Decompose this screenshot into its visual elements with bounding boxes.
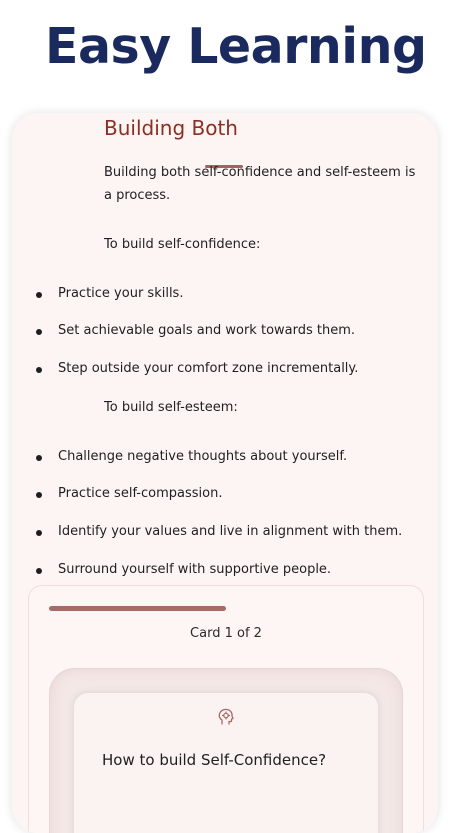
- brain-gear-icon: [216, 707, 236, 727]
- lesson-intro: Building both self-confidence and self-esteem is a process.: [104, 165, 416, 203]
- card-counter: Card 1 of 2: [190, 626, 262, 641]
- confidence-heading: To build self-confidence:: [104, 237, 261, 252]
- bullet-icon: [36, 568, 42, 574]
- list-item-text: Set achievable goals and work towards them.: [58, 323, 356, 338]
- card-progress-fill: [49, 606, 226, 611]
- bullet-icon: [36, 530, 42, 536]
- list-item-text: Step outside your comfort zone incrementally.: [58, 361, 359, 376]
- bullet-icon: [36, 329, 42, 335]
- bullet-icon: [36, 292, 42, 298]
- list-item-text: Challenge negative thoughts about yourself.: [58, 449, 348, 464]
- esteem-heading: To build self-esteem:: [104, 400, 238, 415]
- lesson-sheet: [12, 113, 438, 833]
- bullet-icon: [36, 367, 42, 373]
- list-item-text: Practice your skills.: [58, 286, 184, 301]
- lesson-title: Building Both: [104, 116, 238, 140]
- list-item-text: Identify your values and live in alignment with them.: [58, 524, 403, 539]
- bullet-icon: [36, 492, 42, 498]
- flashcard-question: How to build Self-Confidence?: [102, 751, 327, 769]
- list-item-text: Surround yourself with supportive people.: [58, 562, 332, 577]
- list-item-text: Practice self-compassion.: [58, 486, 223, 501]
- app-headline: Easy Learning: [45, 18, 427, 75]
- flashcard-panel: [28, 585, 424, 833]
- bullet-icon: [36, 455, 42, 461]
- card-progress-bar: [49, 606, 403, 611]
- flashcard-stack: [49, 668, 403, 833]
- flashcard[interactable]: [74, 693, 378, 833]
